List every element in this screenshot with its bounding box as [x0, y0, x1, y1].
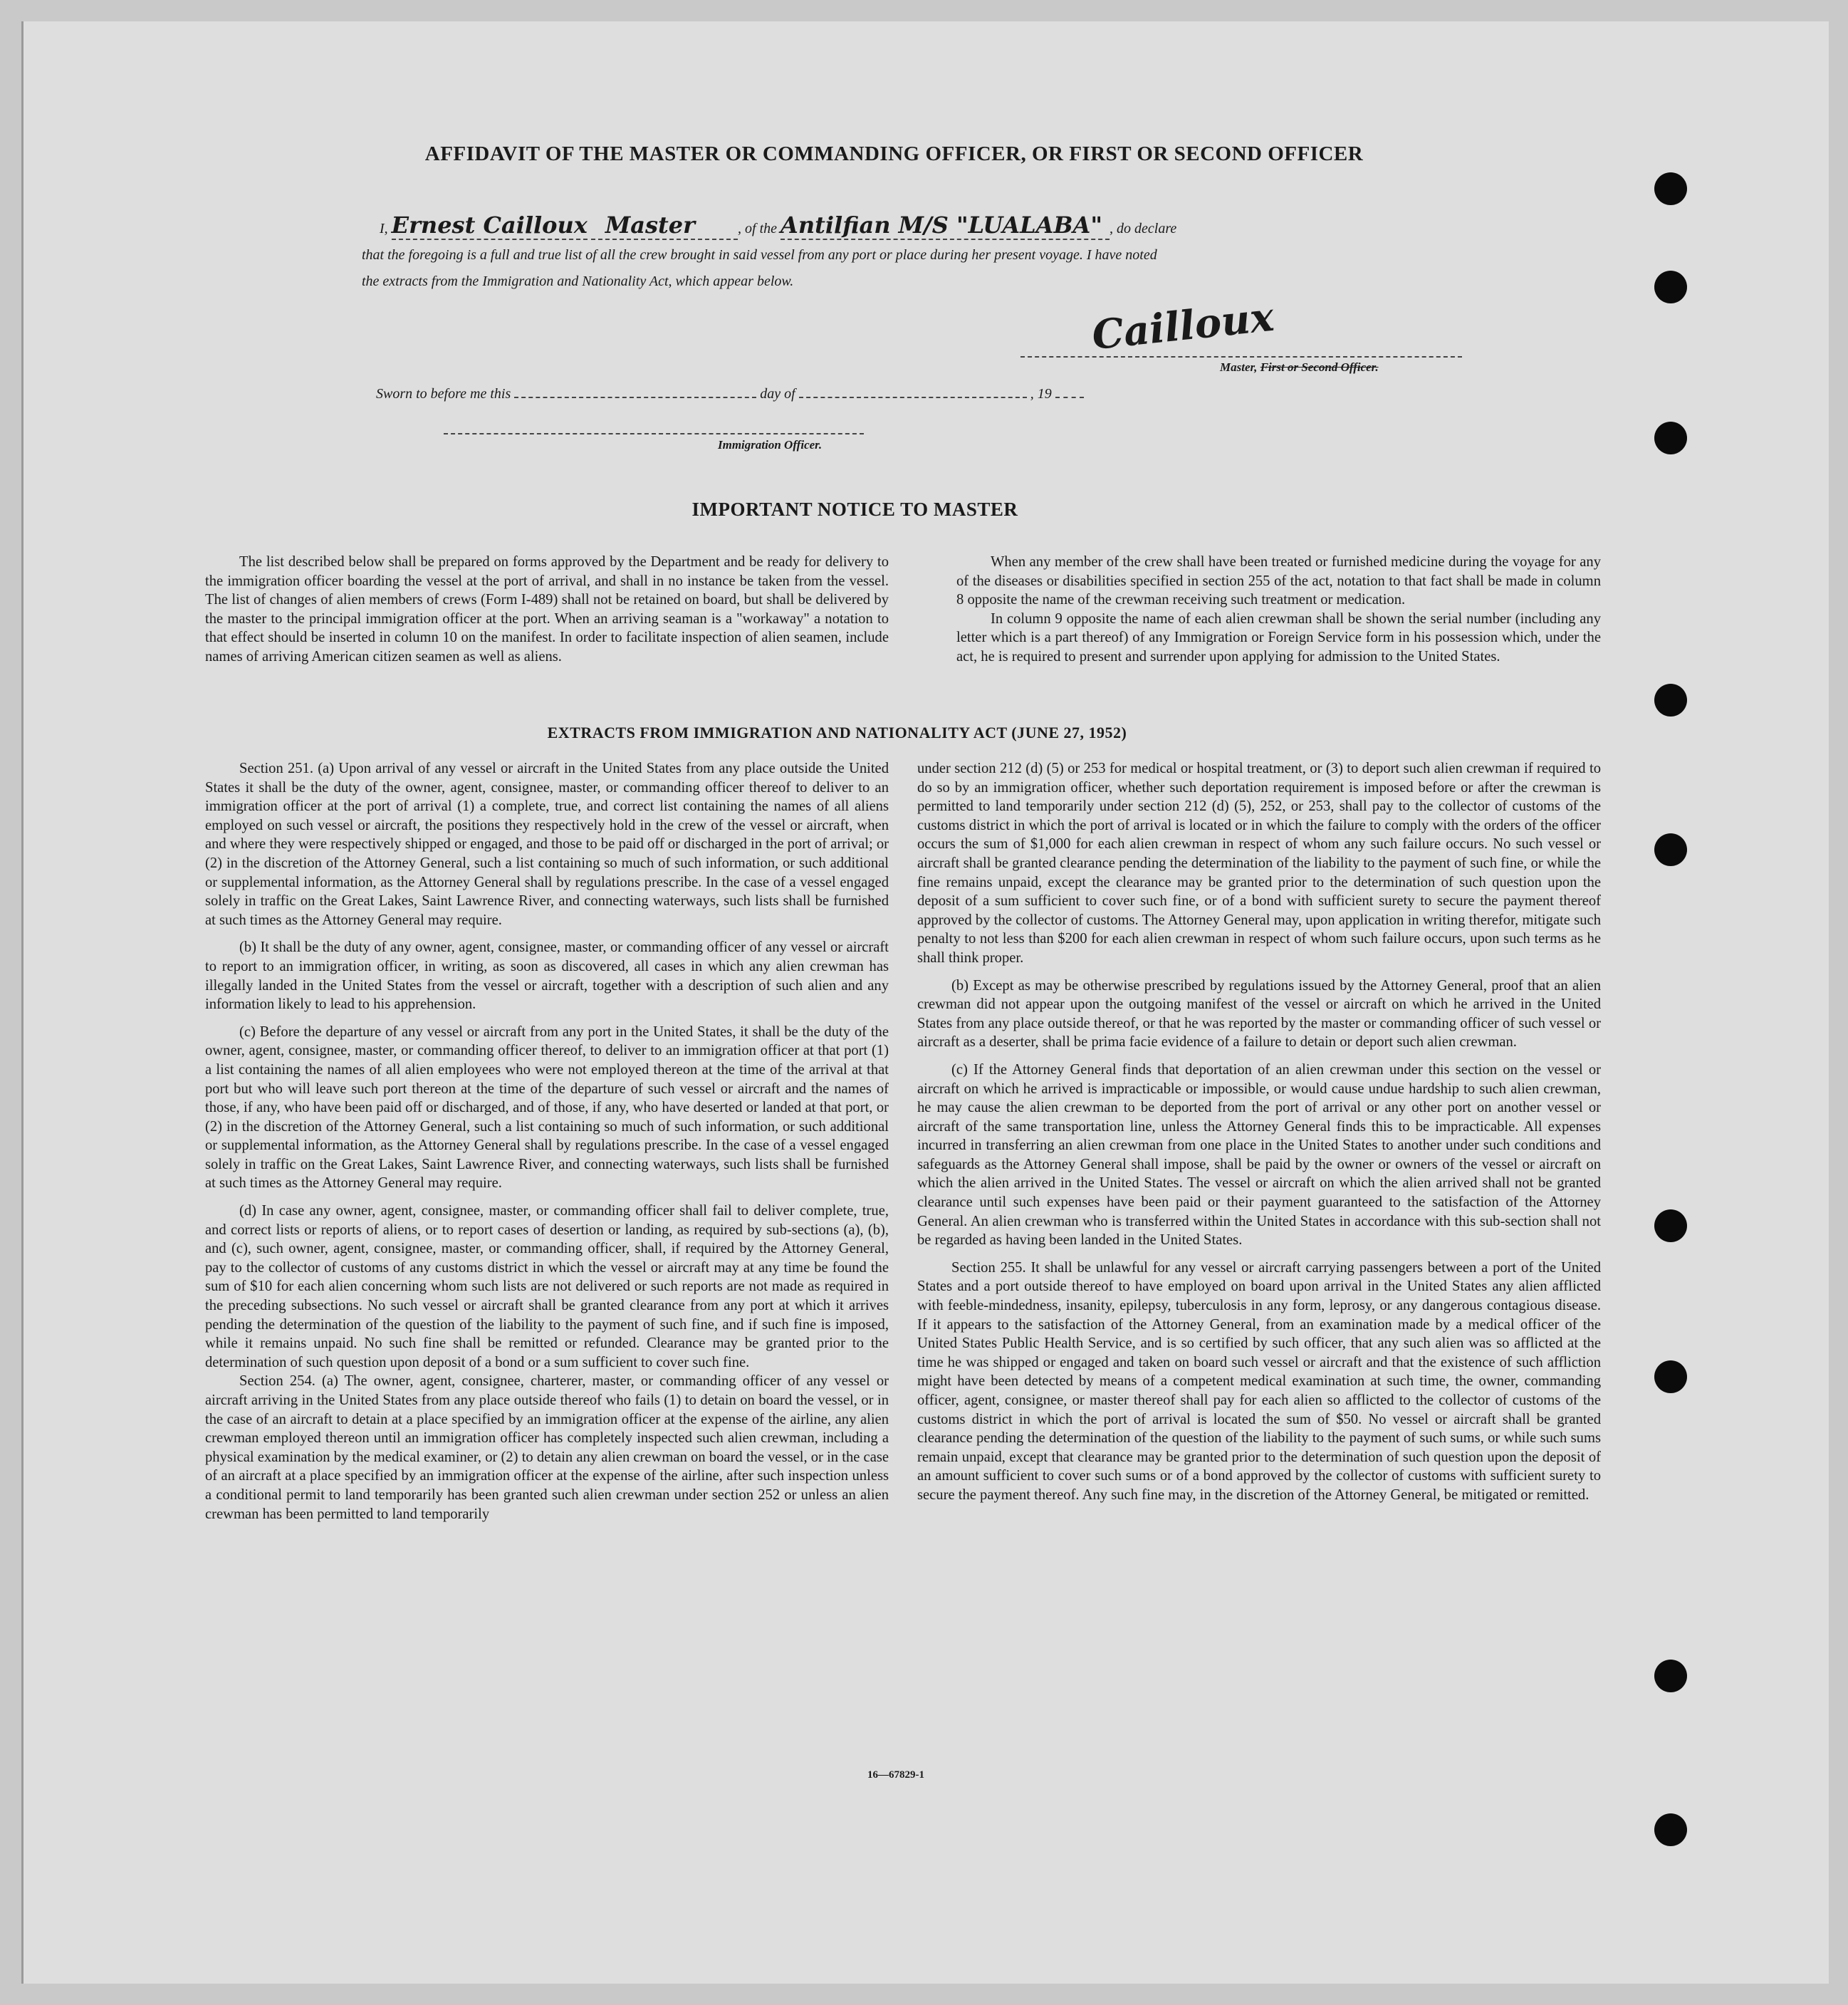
signature-line [1020, 356, 1462, 358]
extracts-title: EXTRACTS FROM IMMIGRATION AND NATIONALITY ACT (JUNE 27, 1952) [547, 724, 1127, 741]
section-254a-cont: under section 212 (d) (5) or 253 for medical or hospital treatment, or (3) to deport such alien crewman if required to do so by an immigration officer, whether such deportation requirement is imposed before or after the crewman is permitted to land temporarily under section 212 (d) (5), 252, or 253, shall pay to the collector of customs of the customs district in which the port of arrival is located or in which the failure to comply with the orders of the officer occurs the sum of $1,000 for each alien crewman in respect of whom any such failure occurs. No such vessel or aircraft shall be granted clearance pending the determination of the liability to the payment of such fine, or while the fine remains unpaid, except the clearance may be granted prior to the determination of such question upon the deposit of a sum sufficient to cover such fine, or of a bond with sufficient surety to secure the payment thereof approved by the collector of customs. The Attorney General may, upon application in writing therefor, mitigate such penalty to not less than $200 for each alien crewman in respect of whom such failure occurs, upon such terms as he shall think proper. [917, 761, 1601, 966]
sworn-day-field [514, 381, 756, 398]
binder-hole [1654, 271, 1687, 303]
master-name: Ernest Cailloux [391, 212, 588, 239]
master-rank: Master [591, 212, 738, 240]
form-number: 16—67829-1 [867, 1769, 924, 1781]
section-251d: (d) In case any owner, agent, consignee, master, or commanding officer shall fail to deliver complete, true, and correct lists or reports of aliens, or to report cases of desertion or landing, as required by sub-sections (a), (b), and (c), such owner, agent, consignee, master, or commanding officer, shall, if required by the Attorney General, pay to the collector of customs of any customs district in which the vessel or aircraft may at any time be found the sum of $10 for each alien concerning whom such lists are not delivered or such reports are not made as required in the preceding subsections. No such vessel or aircraft shall be granted clearance from any port at which it arrives pending the determination of the question of the liability to the payment of such fine, and if such fine is imposed, while it remains unpaid. No such fine shall be remitted or refunded. Clearance may be granted prior to the determination of such question upon deposit of a bond or a sum sufficient to cover such fine. [205, 1203, 889, 1370]
notice-right: When any member of the crew shall have been treated or furnished medicine during the voyage for any of the diseases or disabilities specified in section 255 of the act, notation to that fact shall be made in column 8 opposite the name of the crewman receiving such treatment or medication. In column 9 opposite the name of each alien crewman shall be shown the serial number (including any letter which is a part thereof) of any Immigration or Foreign Service form in his possession which, under the act, he is required to present and surrender upon applying for admission to the United States. [956, 554, 1601, 665]
notice-title: IMPORTANT NOTICE TO MASTER [691, 499, 1018, 520]
declaration [362, 212, 1505, 295]
section-254c: (c) If the Attorney General finds that deportation of an alien crewman under this section on the vessel or aircraft on which he arrived is impracticable or impossible, or would cause undue hardship to such alien crewman, he may cause the alien crewman to be deported from the port of arrival or any other port on another vessel or aircraft of the same transportation line, unless the Attorney General finds this to be impracticable. All expenses incurred in transferring an alien crewman from one place in the United States to another under such conditions and safeguards as the Attorney General shall impose, shall be paid by the owner or owners of the vessel or aircraft on which the alien arrived in the United States. The vessel or aircraft on which the alien arrived shall not be granted clearance until such expenses have been paid or their payment guaranteed to the satisfaction of the Attorney General. An alien crewman who is transferred within the United States in accordance with this sub-section shall not be regarded as having been landed in the United States. [917, 1061, 1601, 1249]
binder-hole [1654, 1360, 1687, 1393]
declaration-line-1: I, Ernest Cailloux Master , of the Antilfian M/S "LUALABA" , do declare [380, 212, 1177, 239]
officer-line [444, 433, 864, 434]
affidavit-title: AFFIDAVIT OF THE MASTER OR COMMANDING OFFICER, OR FIRST OR SECOND OFFICER [424, 142, 1364, 165]
master-signature: Cailloux [1090, 293, 1276, 360]
binder-hole [1654, 684, 1687, 717]
declaration-line-2: that the foregoing is a full and true list of all the crew brought in said vessel from any port or place during her present voyage. I have noted [362, 247, 1157, 263]
extracts-right [917, 759, 1601, 1505]
binder-hole [1654, 172, 1687, 205]
officer-caption: Immigration Officer. [718, 438, 823, 452]
binder-hole [1654, 1813, 1687, 1846]
declaration-line-3: the extracts from the Immigration and Nationality Act, which appear below. [362, 274, 794, 289]
section-254a: Section 254. (a) The owner, agent, consignee, charterer, master, or commanding officer of any vessel or aircraft arriving in the United States from any place outside thereof who fails (1) to detain on board the vessel, or in the case of an aircraft to detain at a place specified by an immigration officer at the expense of the airline, any alien crewman employed thereon until an immigration officer has completely inspected such alien crewman, including a physical examination by the medical examiner, or (2) to detain any alien crewman on board the vessel, or in the case of an aircraft at a place specified by an immigration officer at the expense of the airline, after such inspection unless a conditional permit to land temporarily has been granted such alien crewman under section 252 or unless an alien crewman has been permitted to land temporarily [205, 1373, 889, 1522]
vessel-name: Antilfian M/S "LUALABA" [781, 212, 1110, 240]
section-251c: (c) Before the departure of any vessel or aircraft from any port in the United States, it shall be the duty of the owner, agent, consignee, master, or commanding officer thereof, to deliver to an immigration officer at that port (1) a list containing the names of all alien employees who were not employed thereon at the time of the arrival at that port but who will leave such port thereon at the time of the departure of such vessel or aircraft and the names of those, if any, who have been paid off or discharged, and of those, if any, who have deserted or landed at that port, or (2) in the discretion of the Attorney General, such a list containing so much of such information, or such additional or supplemental information, as the Attorney General shall by regulations prescribe. In the case of a vessel engaged solely in traffic on the Great Lakes, Saint Lawrence River, and connecting waterways, such lists shall be furnished at such times as the Attorney General may require. [205, 1024, 889, 1192]
sworn-year-field [1055, 381, 1084, 398]
binder-hole [1654, 1209, 1687, 1242]
extracts-left [205, 759, 889, 1524]
binder-hole [1654, 422, 1687, 454]
sworn-line: Sworn to before me this day of , 19 [376, 381, 1302, 407]
binder-hole [1654, 1660, 1687, 1692]
section-251a: Section 251. (a) Upon arrival of any vessel or aircraft in the United States from any place outside the United States it shall be the duty of the owner, agent, consignee, master, or commanding officer thereof to deliver to an immigration officer at the port of arrival (1) a complete, true, and correct list containing the names of all aliens employed on such vessel or aircraft, the positions they respectively hold in the crew of the vessel or aircraft, when and where they were respectively shipped or engaged, and those to be paid off or discharged in the port of arrival; or (2) in the discretion of the Attorney General, such a list containing so much of such information, or such additional or supplemental information, as the Attorney General shall by regulations prescribe. In the case of a vessel engaged solely in traffic on the Great Lakes, Saint Lawrence River, and connecting waterways, such lists shall be furnished at such times as the Attorney General may require. [205, 761, 889, 928]
section-251b: (b) It shall be the duty of any owner, agent, consignee, master, or commanding officer of any vessel or aircraft to report to an immigration officer, in writing, as soon as discovered, all cases in which any alien crewman has illegally landed in the United States from the vessel or aircraft, together with a description of such alien and any information likely to lead to his apprehension. [205, 939, 889, 1013]
affidavit-page [21, 21, 1829, 1984]
binder-hole [1654, 833, 1687, 866]
sworn-month-field [799, 381, 1027, 398]
section-254b: (b) Except as may be otherwise prescribed by regulations issued by the Attorney General, proof that an alien crewman did not appear upon the outgoing manifest of the vessel or aircraft on which he arrived in the United States from any place outside thereof, or that he was reported by the master or commanding officer of such vessel or aircraft as a deserter, shall be prima facie evidence of a failure to detain or deport such alien crewman. [917, 977, 1601, 1051]
section-255: Section 255. It shall be unlawful for any vessel or aircraft carrying passengers between a port of the United States and a port outside thereof to have employed on board upon arrival in the United States any alien afflicted with feeble-mindedness, insanity, epilepsy, tuberculosis in any form, leprosy, or any dangerous contagious disease. If it appears to the satisfaction of the Attorney General, from an examination made by a medical officer of the United States Public Health Service, and is so certified by such officer, that any such alien was so afflicted at the time he was shipped or engaged and taken on board such vessel or aircraft and that the existence of such affliction might have been detected by means of a competent medical examination at such time, the owner, commanding officer, agent, consignee, or master thereof shall pay for each alien so afflicted to the collector of customs of the customs district in which the port of arrival is located the sum of $50. No vessel or aircraft shall be granted clearance pending the determination of the question of the liability to the payment of such sums, or while such sums remain unpaid, except that clearance may be granted prior to the determination of such question upon the deposit of an amount sufficient to cover such sums or of a bond approved by the collector of customs with sufficient surety to secure the payment thereof. Any such fine may, in the discretion of the Attorney General, be mitigated or remitted. [917, 1259, 1601, 1503]
notice-left: The list described below shall be prepared on forms approved by the Department and be ready for delivery to the immigration officer boarding the vessel at the port of arrival, and shall in no instance be taken from the vessel. The list of changes of alien members of crews (Form I-489) shall not be retained on board, but shall be delivered by the master to the principal immigration officer at the port. When an arriving seaman is a "workaway" a notation to that effect should be inserted in column 10 on the manifest. In order to facilitate inspection of alien seamen, include names of arriving American citizen seamen as well as aliens. [205, 554, 889, 665]
signature-caption: Master, First or Second Officer. [1220, 360, 1379, 374]
